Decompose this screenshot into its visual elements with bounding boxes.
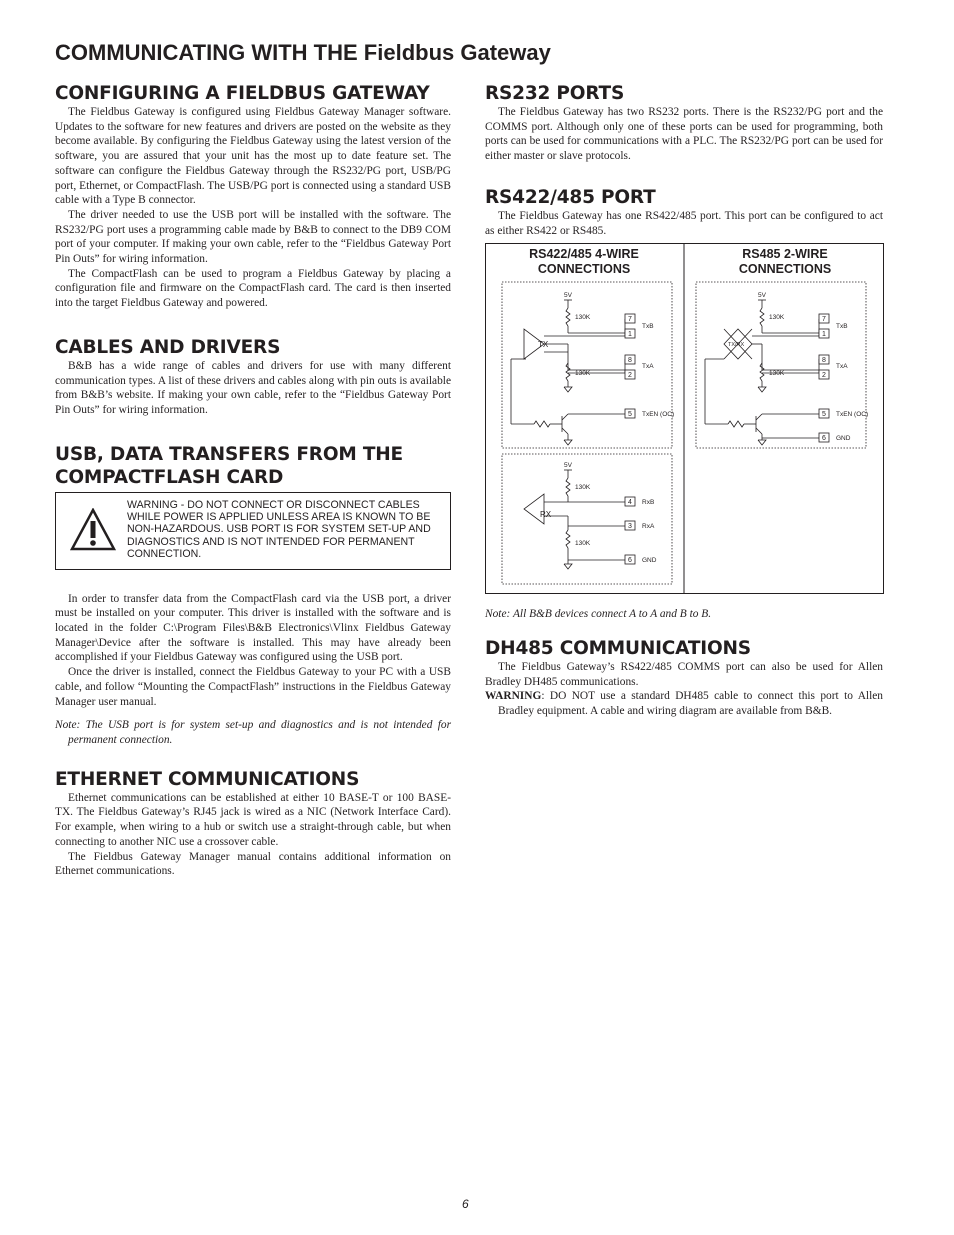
rs422-paragraph: The Fieldbus Gateway has one RS422/485 port. This port can be configured to act as either RS422 or RS485. — [485, 209, 883, 237]
warning-box — [55, 492, 451, 570]
dh485-paragraph: The Fieldbus Gateway’s RS422/485 COMMS port can also be used for Allen Bradley DH485 communications. — [485, 660, 883, 688]
ethernet-heading: ETHERNET COMMUNICATIONS — [55, 768, 360, 790]
pin-5: 5 — [628, 411, 632, 419]
pin-2: 2 — [628, 372, 632, 380]
pin-1: 1 — [822, 331, 826, 339]
left-column — [55, 82, 451, 879]
warning-text: WARNING - DO NOT CONNECT OR DISCONNECT CABLES WHILE POWER IS APPLIED UNLESS AREA IS KNOWN TO BE NON-HAZARDOUS. USB PORT IS FOR SYSTEM SET-UP AND DIAGNOSTICS AND IS NOT INTENDED FOR PERMANENT CONNECTION. — [127, 498, 431, 561]
warning-triangle-icon — [70, 508, 116, 551]
label-txa: TxA — [642, 363, 654, 371]
configuring-paragraph-2: The driver needed to use the USB port will be installed with the software. The RS232/PG port uses a programming cable made by B&B to connect to the DB9 COM port of your computer. If making your own cable, refer to the “Fieldbus Gateway Port Pin Outs” for wiring information. — [55, 208, 451, 266]
label-130k: 130K — [575, 540, 591, 548]
ethernet-paragraph-2: The Fieldbus Gateway Manager manual contains additional information on Ethernet communications. — [55, 850, 451, 878]
pin-1: 1 — [628, 331, 632, 339]
usb-paragraph-2: Once the driver is installed, connect the Fieldbus Gateway to your PC with a USB cable, and follow “Mounting the CompactFlash” instructions in the Fieldbus Gateway Manager user manual. — [55, 666, 451, 708]
cables-heading: CABLES AND DRIVERS — [55, 336, 281, 358]
label-gnd: GND — [642, 557, 657, 565]
left-diagram-title-1: RS422/485 4-WIRE — [529, 247, 639, 262]
label-130k: 130K — [575, 314, 591, 322]
label-txb: TxB — [642, 323, 654, 331]
label-txb: TxB — [836, 323, 848, 331]
pin-6: 6 — [822, 435, 826, 443]
usb-paragraph-1: In order to transfer data from the CompactFlash card via the USB port, a driver must be installed on your computer. This driver is installed with the software and is located in the folder C:\Program Files\B&B Electronics\Vlinx Fieldbus Gateway Manager\Device after the software is installed. This may have already been accomplished if your Fieldbus Gateway was configured using the USB port. — [55, 592, 451, 664]
label-txen: TxEN (OC) — [642, 411, 675, 419]
usb-note: Note: The USB port is for system set-up and diagnostics and is not intended for permanent connection. — [55, 719, 451, 746]
label-5v: 5V — [564, 462, 572, 470]
diagram-note: Note: All B&B devices connect A to A and B to B. — [485, 608, 712, 621]
label-txrx: TX/RX — [728, 342, 745, 349]
configuring-heading: CONFIGURING A FIELDBUS GATEWAY — [55, 83, 430, 104]
configuring-paragraph-1: The Fieldbus Gateway is configured using Fieldbus Gateway Manager software. Updates to the software for new features and drivers are posted on the website as they become available. By configuring the Fieldbus Gateway using the latest version of the software, you are assured that your unit has the most up to date feature set. The software can configure the Fieldbus Gateway through the RS232/PG port, USB/PG port, Ethernet, or CompactFlash. The USB/PG port is connected using a standard USB cable with a Type B connector. — [55, 106, 451, 207]
page-title: COMMUNICATING WITH THE Fieldbus Gateway — [55, 40, 551, 65]
usb-heading: USB, DATA TRANSFERS FROM THE COMPACTFLASH CARD — [55, 443, 403, 488]
left-diagram-title-2: CONNECTIONS — [537, 262, 631, 277]
rs232-paragraph: The Fieldbus Gateway has two RS232 ports. There is the RS232/PG port and the COMMS port. Although only one of these ports can be used for programming, both ports can be used for communications with a PLC. The RS232/PG port can be used for either master or slave protocols. — [485, 106, 883, 163]
pin-6: 6 — [628, 557, 632, 565]
pin-5: 5 — [822, 411, 826, 419]
label-130k: 130K — [575, 484, 591, 492]
pin-3: 3 — [628, 523, 632, 531]
label-130k: 130K — [769, 370, 785, 378]
label-5v: 5V — [758, 292, 766, 300]
label-txa: TxA — [836, 363, 848, 371]
dh485-heading: DH485 COMMUNICATIONS — [485, 637, 751, 659]
configuring-paragraph-3: The CompactFlash can be used to program a Fieldbus Gateway by placing a configuration file and firmware on the CompactFlash card. The card is then inserted into the target Fieldbus Gateway and powered. — [55, 267, 451, 310]
label-130k: 130K — [575, 370, 591, 378]
wiring-schematic — [486, 244, 883, 593]
cables-paragraph: B&B has a wide range of cables and drivers for use with many different communication types. A list of these drivers and cables along with pin outs is available from B&B’s website. If making your own cable, refer to the “Fieldbus Gateway Port Pin Outs” for wiring information. — [55, 359, 451, 416]
pin-2: 2 — [822, 372, 826, 380]
rs232-heading: RS232 PORTS — [485, 83, 625, 104]
wiring-diagram — [485, 243, 884, 594]
right-column — [485, 82, 883, 719]
pin-4: 4 — [628, 499, 632, 507]
label-130k: 130K — [769, 314, 785, 322]
label-rxb: RxB — [642, 499, 655, 507]
pin-8: 8 — [628, 357, 632, 365]
pin-7: 7 — [628, 316, 632, 324]
page-number: 6 — [462, 1197, 469, 1211]
label-rx: RX — [540, 510, 552, 520]
ethernet-paragraph-1: Ethernet communications can be established at either 10 BASE-T or 100 BASE-TX. The Fieldbus Gateway’s RJ45 jack is wired as a NIC (Network Interface Card). For example, when wiring to a hub or switch use a straight-through cable, but when connecting to another NIC use a crossover cable. — [55, 791, 451, 848]
rs422-heading: RS422/485 PORT — [485, 186, 656, 208]
label-tx: TX — [538, 340, 549, 350]
dh485-warning: WARNING: DO NOT use a standard DH485 cable to connect this port to Allen Bradley equipment. A cable and wiring diagram are available from B&B. — [485, 690, 883, 718]
label-gnd: GND — [836, 435, 851, 443]
label-rxa: RxA — [642, 523, 655, 531]
pin-8: 8 — [822, 357, 826, 365]
label-txen: TxEN (OC) — [836, 411, 869, 419]
label-5v: 5V — [564, 292, 572, 300]
right-diagram-title-1: RS485 2-WIRE — [742, 247, 828, 262]
right-diagram-title-2: CONNECTIONS — [738, 262, 832, 277]
pin-7: 7 — [822, 316, 826, 324]
